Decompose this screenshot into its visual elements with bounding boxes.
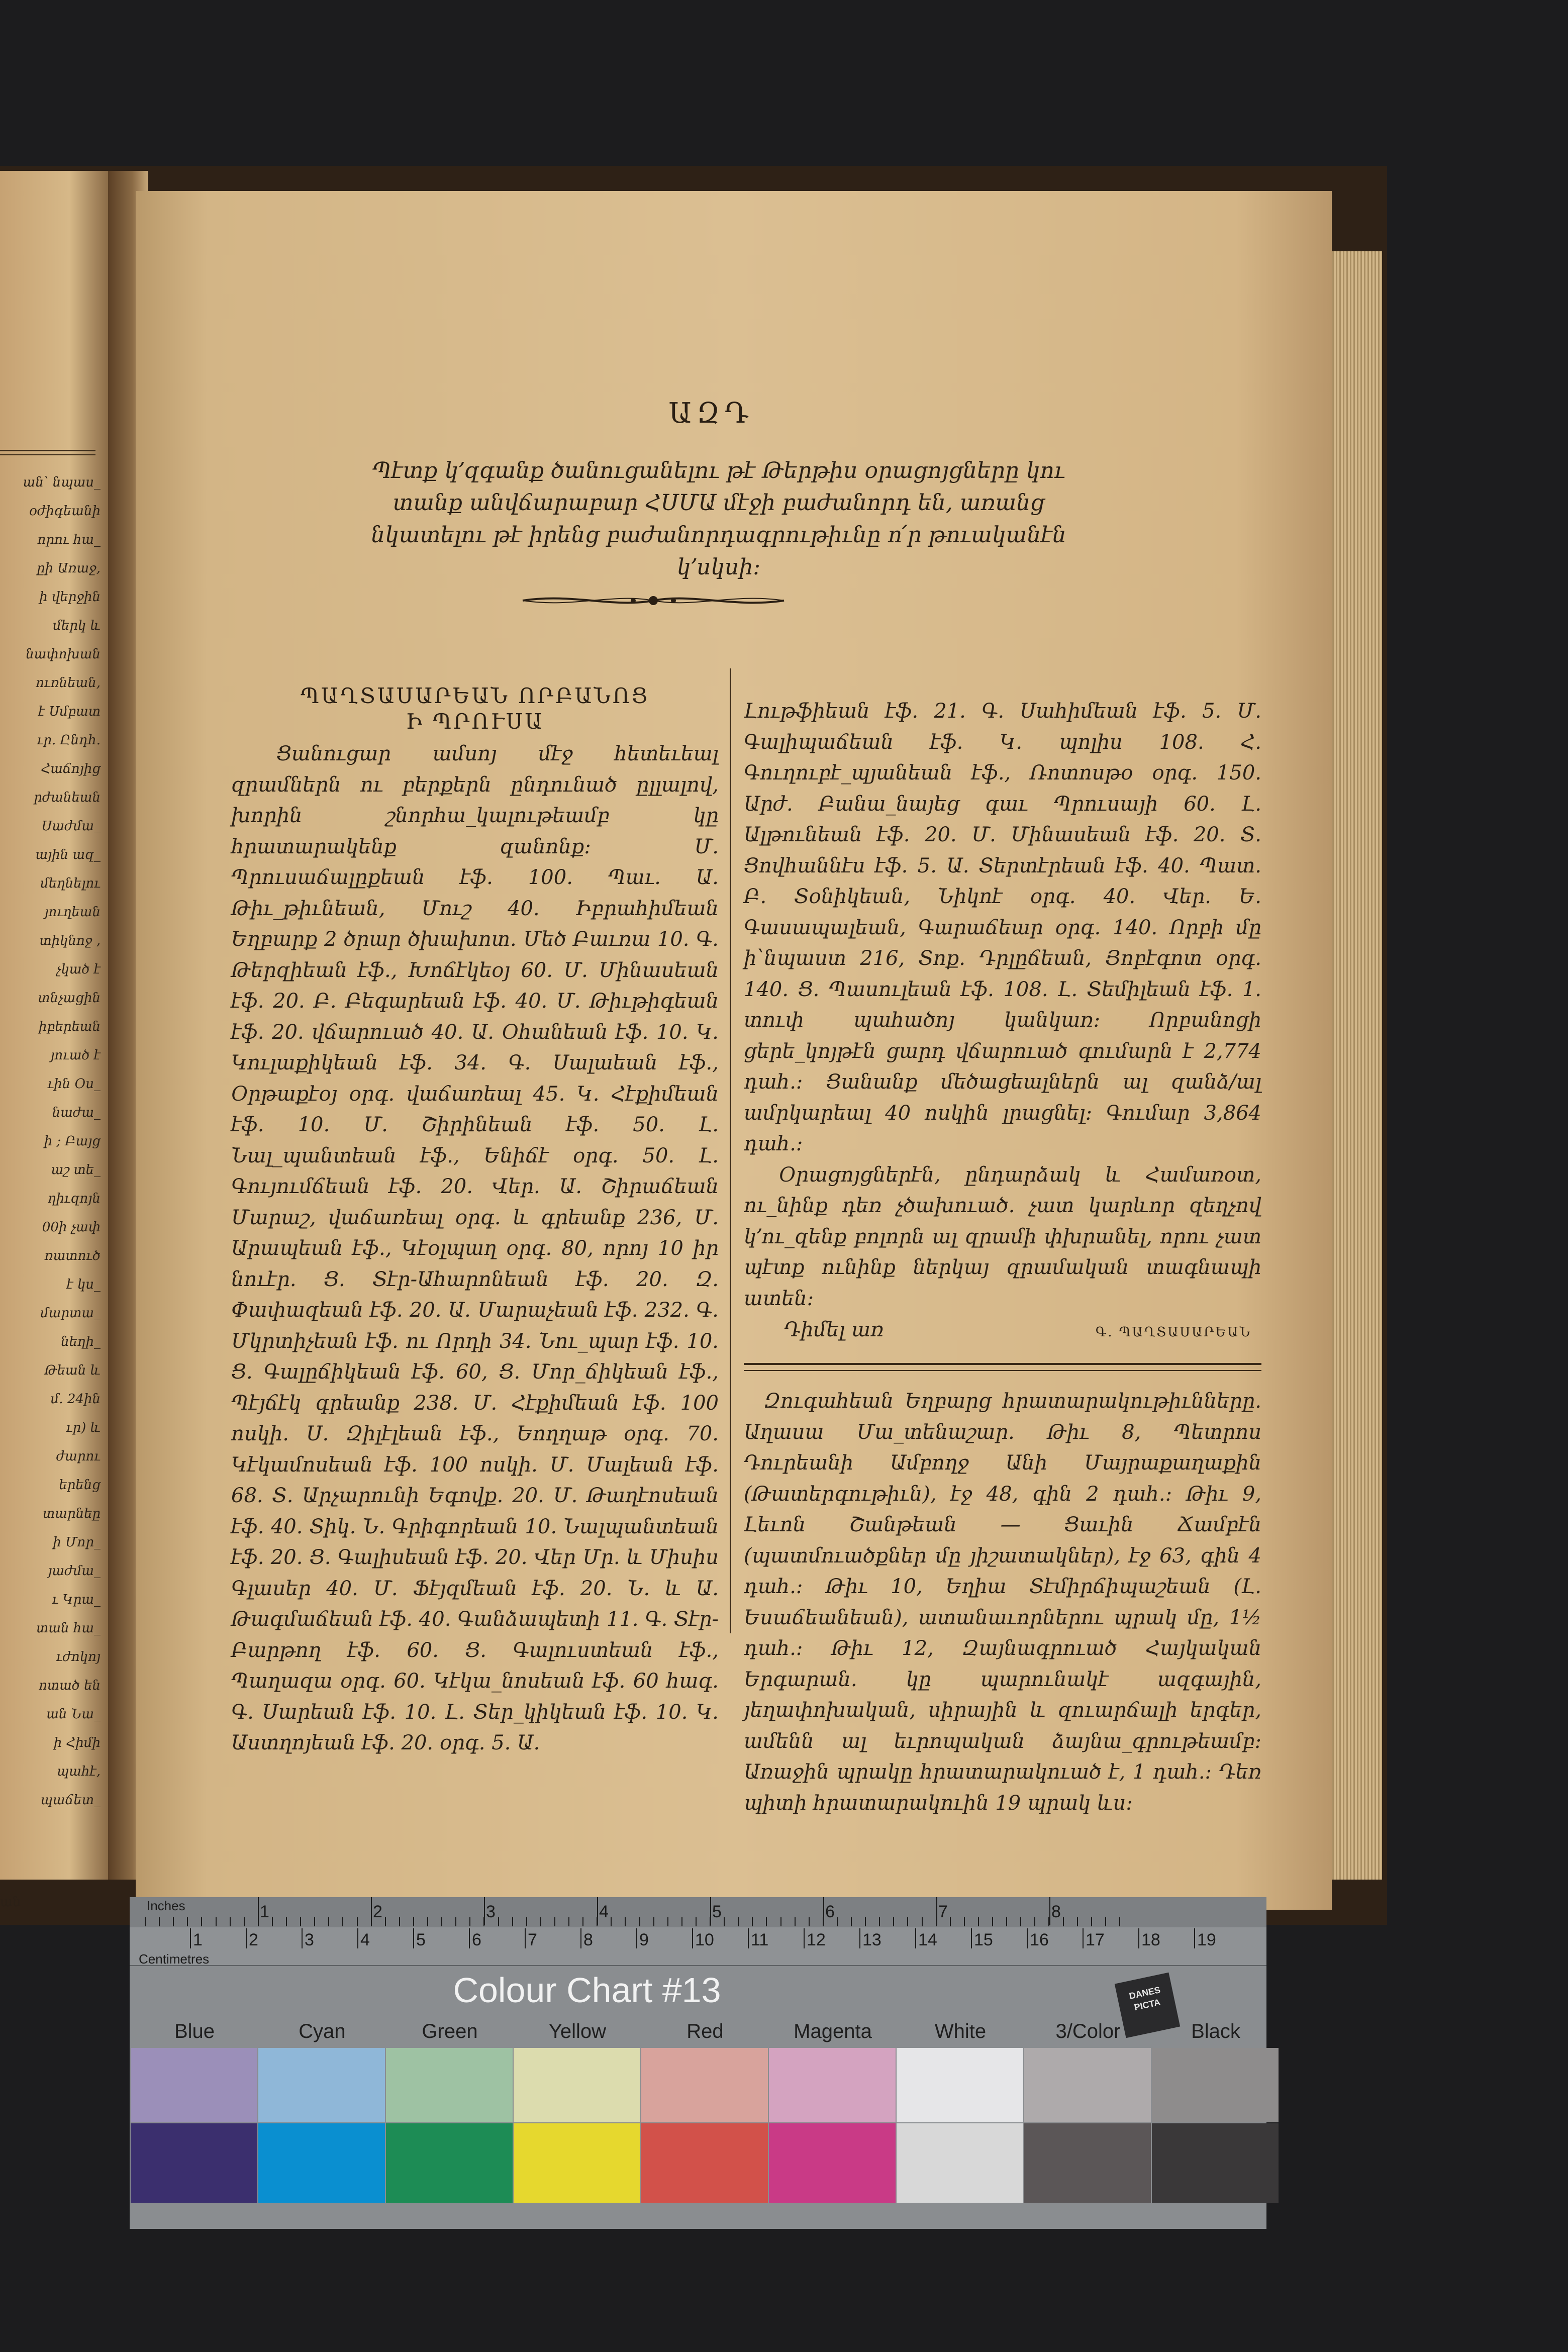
cm-tick	[1194, 1928, 1195, 1948]
minor-tick	[1063, 1917, 1064, 1926]
left-page-line: պաճետ_	[40, 1793, 101, 1808]
left-page-line: տնչացին	[38, 991, 101, 1006]
swatch-dark	[258, 2123, 385, 2203]
cm-number: 8	[583, 1930, 593, 1949]
minor-tick	[258, 1917, 259, 1926]
left-page-line: ւր. Ընդհ.	[37, 733, 101, 748]
left-page-line: աշ տե_	[51, 1162, 101, 1178]
swatch-light	[131, 2048, 257, 2122]
centimetres-label: Centimetres	[139, 1951, 210, 1967]
minor-tick	[752, 1917, 753, 1926]
minor-tick	[385, 1917, 386, 1926]
author-signature: Գ. ՊԱՂՏԱՍԱՐԵԱՆ	[1095, 1325, 1251, 1340]
minor-tick	[964, 1917, 965, 1926]
cm-number: 12	[807, 1930, 826, 1949]
cm-number: 9	[639, 1930, 649, 1949]
cm-number: 11	[751, 1930, 769, 1949]
cm-tick	[748, 1928, 749, 1948]
swatch-light	[386, 2048, 513, 2122]
minor-tick	[724, 1917, 725, 1926]
swatch-dark	[897, 2123, 1023, 2203]
inch-number: 4	[599, 1902, 609, 1921]
swatch-light	[1152, 2048, 1279, 2122]
minor-tick	[328, 1917, 329, 1926]
cm-number: 18	[1141, 1930, 1160, 1949]
ruler	[130, 1897, 1266, 1966]
column-divider	[730, 668, 731, 1633]
minor-tick	[286, 1917, 287, 1926]
left-page-line: ոտած են	[39, 1678, 101, 1693]
page-title: ԱԶԴ	[668, 397, 754, 430]
minor-tick	[159, 1917, 160, 1926]
minor-tick	[342, 1917, 343, 1926]
cm-number: 13	[862, 1930, 881, 1949]
minor-tick	[738, 1917, 739, 1926]
left-page-line: ռատուծ	[44, 1248, 101, 1263]
cm-tick	[525, 1928, 526, 1948]
cm-tick	[1083, 1928, 1084, 1948]
minor-tick	[427, 1917, 428, 1926]
swatch-dark	[1152, 2123, 1279, 2203]
article-subheading: Ի ՊՐՈՒՍԱ	[406, 709, 544, 734]
left-page-line: Սաժմա_	[41, 819, 101, 834]
minor-tick	[244, 1917, 245, 1926]
left-page-line: չկած է	[56, 962, 101, 977]
minor-tick	[992, 1917, 993, 1926]
left-page-line: ւժոկոյ	[56, 1649, 101, 1664]
minor-tick	[512, 1917, 513, 1926]
minor-tick	[681, 1917, 682, 1926]
minor-tick	[893, 1917, 894, 1926]
minor-tick	[1077, 1917, 1078, 1926]
cm-number: 7	[528, 1930, 537, 1949]
left-page-line: ային ազ_	[35, 847, 101, 862]
swatch-dark	[131, 2123, 257, 2203]
swatch-light	[514, 2048, 640, 2122]
left-page-line: 00ի չափ	[42, 1220, 101, 1235]
swatch-label: Red	[687, 2020, 724, 2042]
minor-tick	[441, 1917, 442, 1926]
cm-tick	[302, 1928, 303, 1948]
left-page-line: տիկնոջ ,	[39, 933, 101, 948]
left-page-footer: ան	[0, 1895, 21, 1910]
cm-number: 6	[472, 1930, 481, 1949]
minor-tick	[780, 1917, 781, 1926]
colour-chart	[130, 1897, 1266, 2229]
swatch-light	[769, 2048, 896, 2122]
minor-tick	[469, 1917, 470, 1926]
left-page-line: տարնեը	[43, 1506, 101, 1521]
chart-title: Colour Chart #13	[453, 1971, 721, 2010]
swatch-dark	[641, 2123, 768, 2203]
contact-label: Դիմել առ	[784, 1318, 884, 1341]
swatch-dark	[1024, 2123, 1151, 2203]
cm-tick	[469, 1928, 470, 1948]
swatch-label: Black	[1191, 2020, 1240, 2042]
left-page-line: նեղի_	[61, 1334, 101, 1349]
cm-number: 19	[1197, 1930, 1216, 1949]
swatch-light	[897, 2048, 1023, 2122]
left-page-line: է կս_	[66, 1277, 101, 1292]
minor-tick	[1119, 1917, 1120, 1926]
left-page	[0, 171, 116, 1910]
left-page-line: է Սմբատ	[38, 704, 101, 719]
minor-tick	[314, 1917, 315, 1926]
minor-tick	[399, 1917, 400, 1926]
cm-tick	[915, 1928, 916, 1948]
article-body-continued: Լութֆիեան էֆ. 21. Գ. Սահիմեան էֆ. 5. Մ. Գալիպաճեան էֆ. Կ. պոլիս 108. Հ. Գուղուբէ_պյանեան էֆ., Ռոտոսթօ օրգ. 150. Արժ. Բանա_նայեց գաւ Պրուսայի 60. Լ. Ալթունեան էֆ. 20. Մ. Մինասեան էֆ. 20. Տ. Ցովհաննէս էֆ. 5. Ա. Տերտէրեան էֆ. 40. Պատ. Բ. Տօնիկեան, Նիկոէ օրգ. 40. Վեր. Ե. Գասապալեան, Գարաճեար օրգ. 140. Որբի մը ի՝նպաստ 216, Տոք. Դրլըճեան, Յոբէգոտ օրգ. 140. Ց. Պասուլեան էֆ. 108. Լ. Տեմիլեան էֆ. 1. տուփ պահածոյ կանկառ: Որբանոցի ցերե_կոյթէն ցարդ վճարուած գումարն է 2,774 դահ.: Ցանանք մեծացեալներն ալ զանձ/ալ ամրկարեալ 40 ոսկին լրացնել: Գումար 3,864 դահ.:	[744, 700, 1261, 1155]
minor-tick	[1048, 1917, 1049, 1926]
swatch-label: Yellow	[548, 2020, 607, 2042]
cm-number: 17	[1086, 1930, 1105, 1949]
swatch-light	[641, 2048, 768, 2122]
left-page-rule	[0, 450, 95, 455]
swatch-label: White	[934, 2020, 987, 2042]
cm-number: 16	[1030, 1930, 1049, 1949]
swatch-label: 3/Color	[1055, 2020, 1121, 2042]
left-page-line: ի Մոր_	[53, 1535, 101, 1550]
inch-number: 1	[260, 1902, 269, 1921]
cm-tick	[859, 1928, 860, 1948]
cm-tick	[692, 1928, 693, 1948]
cm-tick	[580, 1928, 581, 1948]
minor-tick	[809, 1917, 810, 1926]
left-page-line: նաժա_	[52, 1105, 101, 1120]
cm-tick	[636, 1928, 637, 1948]
left-page-line: ըի Առաջ,	[37, 561, 101, 576]
minor-tick	[455, 1917, 456, 1926]
left-page-line: մերկ և	[53, 618, 101, 633]
minor-tick	[710, 1917, 711, 1926]
swatch-dark	[514, 2123, 640, 2203]
minor-tick	[766, 1917, 767, 1926]
minor-tick	[554, 1917, 555, 1926]
cm-tick	[1138, 1928, 1139, 1948]
minor-tick	[272, 1917, 273, 1926]
orphanage-article	[231, 683, 719, 1759]
left-page-line: երենց	[59, 1478, 101, 1493]
cm-tick	[190, 1928, 191, 1948]
minor-tick	[498, 1917, 499, 1926]
minor-tick	[230, 1917, 231, 1926]
cm-number: 15	[974, 1930, 993, 1949]
left-page-line: ղիւզոյն	[48, 1191, 101, 1206]
minor-tick	[1034, 1917, 1035, 1926]
cm-number: 3	[305, 1930, 314, 1949]
cm-number: 2	[249, 1930, 258, 1949]
swatch-dark	[386, 2123, 513, 2203]
ornament-divider	[503, 588, 804, 613]
swatch-label: Green	[422, 2020, 478, 2042]
cm-tick	[413, 1928, 414, 1948]
left-page-line: մարտա_	[40, 1306, 101, 1321]
left-page-line: րժանեան	[34, 790, 101, 805]
left-page-line: Թեան և	[44, 1363, 101, 1378]
page-edges	[1327, 251, 1382, 1880]
new-books-notice: Զուգահեան Եղբարց հրատարակութիւնները. Աղասա Մա_տենաշար. Թիւ 8, Պետրոս Դուրեանի Ամբողջ Անի Մայրաքաղաքին (Թատերգութիւն), էջ 48, գին 2 դահ.: Թիւ 9, Լեւոն Շանթեան — Ցաւին Ճամբէն (պատմուածքներ մը յիշատակներ), էջ 63, գին 4 դահ.: Թիւ 10, Եղիա Տէմիրճիպաշեան (Լ. Եսաճեանեան), ատանաւորներու պրակ մը, 1½ դահ.: Թիւ 12, Զայնագրուած Հայկական Երգարան. կը պարունակէ ազգային, յեղափոխական, սիրային և զուարճալի երգեր, ամենն ալ եւրոպական ձայնա_գրութեամբ: Առաջին պրակը հրատարակուած է, 1 դահ.: Դեռ պիտի հրատարակուին 19 պրակ ևս:	[744, 1390, 1261, 1815]
cm-tick	[1027, 1928, 1028, 1948]
minor-tick	[653, 1917, 654, 1926]
minor-tick	[865, 1917, 866, 1926]
minor-tick	[568, 1917, 569, 1926]
left-page-line: ւր) և	[66, 1420, 101, 1435]
cm-tick	[971, 1928, 972, 1948]
minor-tick	[667, 1917, 668, 1926]
inch-number: 8	[1051, 1902, 1061, 1921]
minor-tick	[582, 1917, 583, 1926]
left-page-line: տան հա_	[36, 1621, 101, 1636]
minor-tick	[1006, 1917, 1007, 1926]
left-page-line: Հաճոյից	[41, 761, 101, 776]
left-page-line: ւին Օս_	[47, 1076, 101, 1092]
inch-number: 3	[486, 1902, 496, 1921]
inch-number: 2	[373, 1902, 382, 1921]
minor-tick	[978, 1917, 979, 1926]
minor-tick	[173, 1917, 174, 1926]
left-page-line: ի Հիմի	[53, 1735, 101, 1750]
article-body: Ցանուցար ամսոյ մէջ հետեւեալ զրամներն ու բերքերն ընդունած ըլլալով, խորին շնորհա_կալութեամբ կը հրատարակենք զանոնք: Մ. Պրուսաճալըքեան էֆ. 100. Պաւ. Ա. Թիւ_թիւնեան, Մուշ 40. Իբրահիմեան Եղբարք 2 ծրար ծխախոտ. Մեծ Բաւռա 10. Գ. Թերզիեան էֆ., Խոճէկեօյ 60. Մ. Մինասեան էֆ. 20. Բ. Բեգարեան էֆ. 40. Մ. Թիւթիգեան էֆ. 20. վճարուած 40. Ա. Օհանեան էֆ. 10. Կ. Կուլաքիկեան էֆ. 34. Գ. Սալաեան էֆ., Օրթաքէօյ օրգ. վաճառեալ 45. Կ. Հէքիմեան էֆ. 10. Մ. Շիրինեան էֆ. 50. Լ. Նալ_պանտեան էֆ., Ենիճէ օրգ. 50. Լ. Գույումճեան էֆ. 20. Վեր. Ա. Շիրաճեան Մարաշ, վաճառեալ օրգ. և գրեանք 236, Մ. Արապեան էֆ., Կէօլպաղ օրգ. 80, որոյ 10 իր նուէր. Ց. Տէր-Ահարոնեան էֆ. 20. Զ. Փափազեան էֆ. 20. Ա. Մարաչեան էֆ. 232. Գ. Մկրտիչեան էֆ. ու Որդի 34. Նու_պար էֆ. 10. Ց. Գալըճիկեան էֆ. 60, Ց. Մոր_ճիկեան էֆ., Պէյճէկ գրեանք 238. Մ. Հէքիմեան էֆ. 100 ոսկի. Ս. Զիլէլեան էֆ., Եողղաթ օրգ. 70. Կէկամոսեան էֆ. 100 ոսկի. Մ. Մալեան էֆ. 68. Տ. Արչարունի Եգովք. 20. Մ. Թաղէոսեան էֆ. 40. Տիկ. Ն. Գրիգորեան 10. Նալպանտեան էֆ. 20. Ց. Գալիսեան էֆ. 20. Վեր Մր. և Միսիս Գլասեր 40. Մ. Ֆէյզմեան էֆ. 20. Ն. և Ա. Թագմաճեան էֆ. 40. Գանձապետի 11. Գ. Տէր-Բարթող էֆ. 60. Ց. Գալուստեան էֆ., Պաղազա օրգ. 60. Կէկա_նոսեան էֆ. 60 հագ. Գ. Սարեան էֆ. 10. Լ. Տեր_կիկեան էֆ. 10. Կ. Աստղոյեան էֆ. 20. օրգ. 5. Ա.	[231, 742, 719, 1754]
minor-tick	[837, 1917, 838, 1926]
minor-tick	[300, 1917, 301, 1926]
cm-number: 5	[416, 1930, 426, 1949]
minor-tick	[936, 1917, 937, 1926]
minor-tick	[950, 1917, 951, 1926]
left-page-line: պահէ,	[56, 1764, 101, 1779]
article-heading: ՊԱՂՏԱՍԱՐԵԱՆ ՈՐԲԱՆՈՑ	[301, 683, 649, 708]
left-page-line: որու հա_	[37, 532, 101, 547]
left-page-line: յուղեան	[44, 905, 101, 920]
cm-number: 1	[193, 1930, 203, 1949]
inch-number: 6	[825, 1902, 835, 1921]
left-page-line: օժիգեանի	[29, 504, 101, 519]
minor-tick	[1020, 1917, 1021, 1926]
minor-tick	[639, 1917, 640, 1926]
left-page-line: նափոխան	[26, 647, 101, 662]
minor-tick	[216, 1917, 217, 1926]
left-page-line: ուռնեան,	[36, 675, 101, 691]
swatch-light	[1024, 2048, 1151, 2122]
left-page-line: ժարու	[56, 1449, 101, 1464]
left-page-line: յուած է	[50, 1048, 101, 1063]
minor-tick	[413, 1917, 414, 1926]
notice-text: Պէտք կ՚զգանք ծանուցանելու թէ Թերթիս օրացոյցները կու տանք անվճարաբար ՀՍՄԱ մէջի բաժանորդ են, առանց նկատելու թէ իրենց բաժանորդագրութիւնը ո՛ր թուականէն կ՚սկսի:	[371, 458, 1066, 580]
minor-tick	[1105, 1917, 1106, 1926]
minor-tick	[526, 1917, 527, 1926]
right-column	[744, 696, 1261, 1819]
inch-number: 5	[712, 1902, 722, 1921]
minor-tick	[696, 1917, 697, 1926]
minor-tick	[795, 1917, 796, 1926]
left-page-line: ի վերջին	[39, 590, 101, 605]
swatch-label: Magenta	[794, 2020, 872, 2042]
cm-number: 10	[695, 1930, 714, 1949]
calendar-notice: Օրացոյցներէն, ընդարձակ և Համառօտ, ու_նինք դեռ չծախուած. չատ կարևոր զեղչով կ՚ու_զենք բոլորն ալ զրամի փխրանել, որու չատ պէտք ունինք ներկայ զրամական տագնապի ատեն:	[744, 1163, 1261, 1310]
left-page-line: ան Նա_	[46, 1707, 101, 1722]
swatch-label: Blue	[174, 2020, 215, 2042]
minor-tick	[851, 1917, 852, 1926]
minor-tick	[187, 1917, 188, 1926]
signature-row	[744, 1314, 1261, 1348]
left-page-line: իբերեան	[38, 1019, 101, 1034]
swatch-label: Cyan	[299, 2020, 346, 2042]
left-page-line: ի ; Բայց	[44, 1134, 101, 1149]
minor-tick	[371, 1917, 372, 1926]
minor-tick	[357, 1917, 358, 1926]
danes-picta-logo: DANES PICTA	[1115, 1973, 1180, 2038]
minor-tick	[823, 1917, 824, 1926]
minor-tick	[201, 1917, 202, 1926]
swatch-light	[258, 2048, 385, 2122]
minor-tick	[625, 1917, 626, 1926]
minor-tick	[611, 1917, 612, 1926]
cm-tick	[246, 1928, 247, 1948]
left-page-line: մեղնելու	[40, 876, 101, 891]
cm-tick	[804, 1928, 805, 1948]
inch-number: 7	[938, 1902, 948, 1921]
left-page-line: ան՝ նպաս_	[23, 475, 101, 490]
minor-tick	[907, 1917, 908, 1926]
minor-tick	[922, 1917, 923, 1926]
minor-tick	[145, 1917, 146, 1926]
swatch-dark	[769, 2123, 896, 2203]
minor-tick	[879, 1917, 880, 1926]
cm-number: 14	[918, 1930, 937, 1949]
cm-tick	[357, 1928, 358, 1948]
cm-number: 4	[360, 1930, 370, 1949]
inches-label: Inches	[147, 1898, 185, 1913]
minor-tick	[540, 1917, 541, 1926]
minor-tick	[597, 1917, 598, 1926]
left-page-line: մ. 24ին	[50, 1392, 101, 1407]
minor-tick	[1091, 1917, 1092, 1926]
left-page-line: յաժմա_	[48, 1563, 101, 1579]
section-rule	[744, 1363, 1261, 1371]
minor-tick	[483, 1917, 484, 1926]
left-page-line: ւ Կրա_	[52, 1592, 101, 1607]
